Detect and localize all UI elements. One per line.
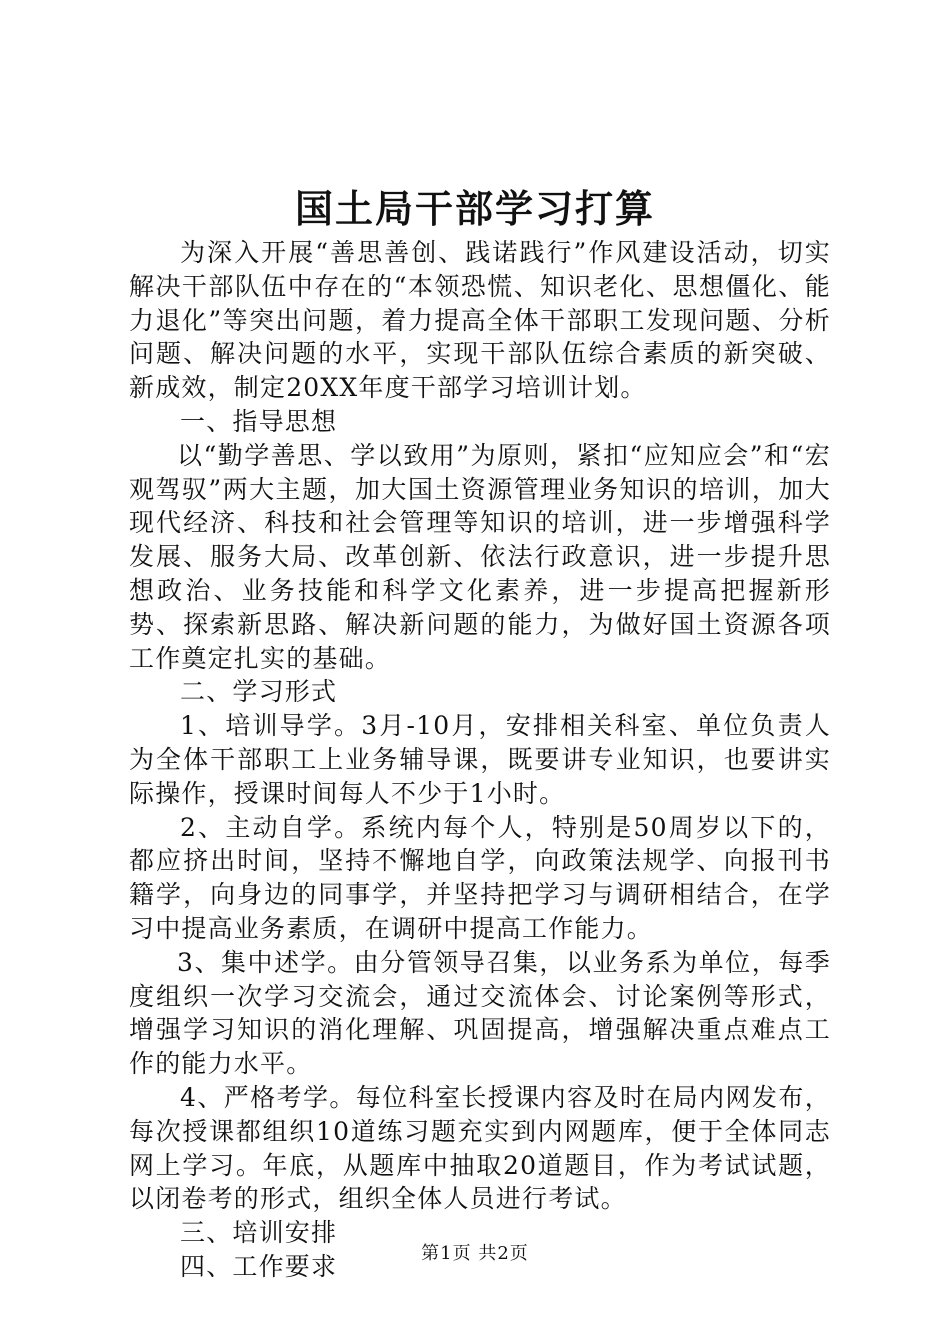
section-heading-learning-forms: 二、学习形式 bbox=[180, 677, 338, 707]
page-number-footer: 第1页 共2页 bbox=[421, 1243, 529, 1264]
learning-form-item-3: 3、集中述学。由分管领导召集，以业务系为单位，每季度组织一次学习交流会，通过交流体会、讨论案例等形式，增强学习知识的消化理解、巩固提高，增强解决重点难点工作的能力水平。 bbox=[129, 947, 831, 1079]
learning-form-item-4: 4、严格考学。每位科室长授课内容及时在局内网发布，每次授课都组织10道练习题充实到内网题库，便于全体同志网上学习。年底，从题库中抽取20道题目，作为考试试题，以闭卷考的形式，组织全体人员进行考试。 bbox=[129, 1082, 831, 1214]
intro-paragraph: 为深入开展“善思善创、践诺践行”作风建设活动，切实解决干部队伍中存在的“本领恐慌、知识老化、思想僵化、能力退化”等突出问题，着力提高全体干部职工发现问题、分析问题、解决问题的水平，实现干部队伍综合素质的新突破、新成效，制定20XX年度干部学习培训计划。 bbox=[129, 238, 831, 403]
document-title: 国土局干部学习打算 bbox=[294, 186, 655, 231]
learning-form-item-2: 2、主动自学。系统内每个人，特别是50周岁以下的，都应挤出时间，坚持不懈地自学，向政策法规学、向报刊书籍学，向身边的同事学，并坚持把学习与调研相结合，在学习中提高业务素质，在调研中提高工作能力。 bbox=[129, 812, 831, 943]
guiding-thought-paragraph: 以“勤学善思、学以致用”为原则，紧扣“应知应会”和“宏观驾驭”两大主题，加大国土资源管理业务知识的培训，加大现代经济、科技和社会管理等知识的培训，进一步增强科学发展、服务大局、改革创新、依法行政意识，进一步提升思想政治、业务技能和科学文化素养，进一步提高把握新形势、探索新思路、解决新问题的能力，为做好国土资源各项工作奠定扎实的基础。 bbox=[129, 440, 831, 673]
section-heading-training-arrangement: 三、培训安排 bbox=[180, 1218, 338, 1248]
learning-form-item-1: 1、培训导学。3月-10月，安排相关科室、单位负责人为全体干部职工上业务辅导课，既要讲专业知识，也要讲实际操作，授课时间每人不少于1小时。 bbox=[129, 711, 831, 808]
section-heading-guiding-thought: 一、指导思想 bbox=[180, 406, 338, 436]
section-heading-work-requirements: 四、工作要求 bbox=[180, 1251, 338, 1281]
document-body bbox=[129, 236, 831, 1284]
